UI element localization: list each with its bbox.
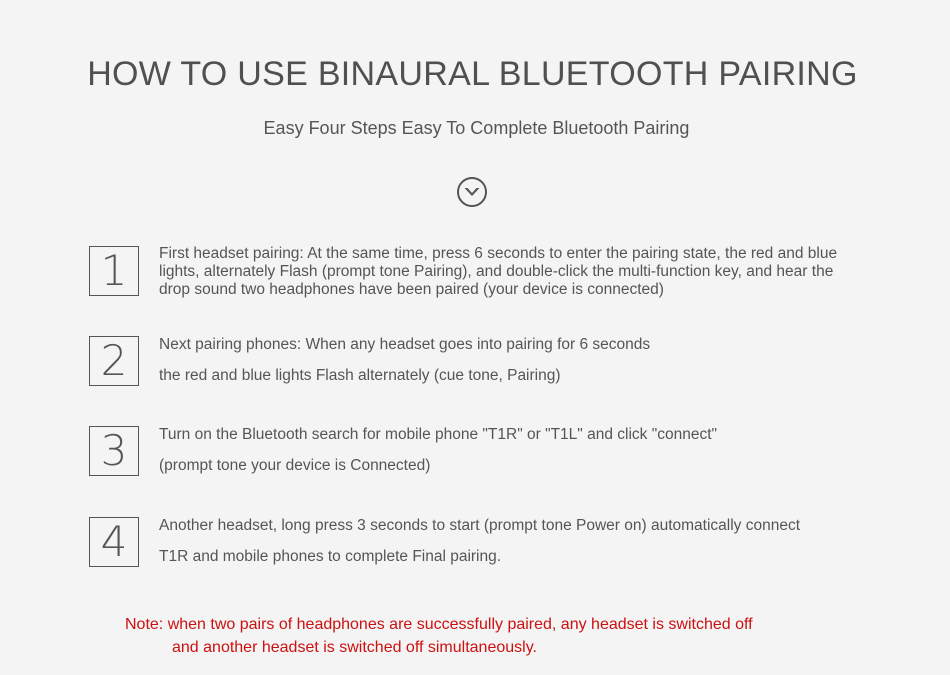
step-number: 1: [100, 246, 128, 295]
step-text-line: Next pairing phones: When any headset goes into pairing for 6 seconds: [159, 336, 651, 353]
step-number-box: [89, 246, 139, 296]
step-text-line: the red and blue lights Flash alternately (cue tone, Pairing): [159, 367, 561, 384]
step-description: [159, 336, 859, 398]
step-text-line: First headset pairing: At the same time, press 6 seconds to enter the pairing state, the red and blue: [159, 245, 838, 262]
step-description: [159, 245, 859, 299]
step-description: [159, 426, 859, 488]
step-description: [159, 517, 859, 579]
step-number-box: [89, 426, 139, 476]
note: [125, 613, 753, 659]
step-number: 2: [100, 336, 128, 385]
step-number-box: [89, 336, 139, 386]
step-text-line: Turn on the Bluetooth search for mobile phone "T1R" or "T1L" and click "connect": [159, 426, 718, 443]
note-line: Note: when two pairs of headphones are successfully paired, any headset is switched off: [125, 616, 753, 633]
step-text-line: lights, alternately Flash (prompt tone Pairing), and double-click the multi-function key, and hear the: [159, 263, 834, 280]
chevron-down-circle-icon: [456, 176, 488, 208]
page-title: HOW TO USE BINAURAL BLUETOOTH PAIRING: [87, 55, 858, 93]
step-text-line: drop sound two headphones have been paired (your device is connected): [159, 281, 664, 298]
step-number: 4: [100, 517, 128, 566]
step-number: 3: [100, 426, 128, 475]
step-text-line: Another headset, long press 3 seconds to start (prompt tone Power on) automatically connect: [159, 517, 801, 534]
step-text-line: T1R and mobile phones to complete Final pairing.: [159, 548, 502, 565]
step-number-box: [89, 517, 139, 567]
note-line: and another headset is switched off simultaneously.: [172, 639, 537, 656]
step-text-line: (prompt tone your device is Connected): [159, 457, 431, 474]
page-subtitle: Easy Four Steps Easy To Complete Bluetooth Pairing: [263, 118, 690, 138]
